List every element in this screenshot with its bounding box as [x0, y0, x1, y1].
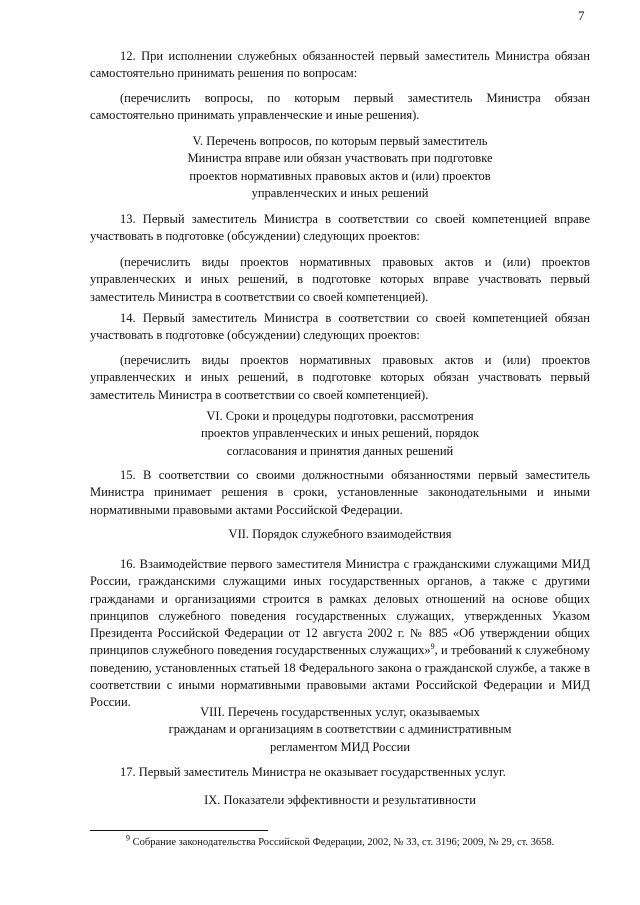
section-5-heading-line-1: V. Перечень вопросов, по которым первый заместитель [192, 134, 488, 148]
footnote-text: Собрание законодательства Российской Федерации, 2002, № 33, ст. 3196; 2009, № 29, ст. 3658. [130, 837, 555, 848]
section-5-heading [90, 133, 590, 202]
page-number: 7 [578, 8, 585, 23]
paragraph-16-text-b: , и требований к служебному поведению, установленных статьей 18 Федерального закона о гражданской службе, а также в соответствии с иными нормативными правовыми актами Российской Федерации и МИД России. [90, 643, 590, 710]
footnote [126, 833, 596, 850]
paragraph-12-note: (перечислить вопросы, по которым первый заместитель Министра обязан самостоятельно принимать управленческие и иные решения). [90, 91, 590, 123]
section-5-heading-line-3: проектов нормативных правовых актов и (или) проектов [189, 168, 491, 183]
paragraph-15: 15. В соответствии со своими должностными обязанностями первый заместитель Министра принимает решения в сроки, установленные законодательными и иными нормативными правовыми актами Российской Федерации. [90, 468, 590, 517]
footnote-mark: 9 [126, 833, 130, 843]
paragraph-14: 14. Первый заместитель Министра в соответствии со своей компетенцией обязан участвовать в подготовке (обсуждении) следующих проектов: [90, 311, 590, 343]
section-8-heading-line-1: VIII. Перечень государственных услуг, оказываемых [200, 705, 480, 719]
section-6-heading [90, 408, 590, 460]
section-6-heading-line-1: VI. Сроки и процедуры подготовки, рассмотрения [206, 409, 474, 423]
paragraph-16-text-a: 16. Взаимодействие первого заместителя Министра с гражданскими служащими МИД России, гражданскими служащими иных государственных органов, а также с другими гражданами и организациями строится в рамках деловых отношений на основе общих принципов служебного поведения государственных служащих, утвержденных Указом Президента Российской Федерации от 12 августа 2002 г. № 885 «Об утверждении общих принципов служебного поведения государственных служащих» [90, 557, 590, 658]
footnote-divider [90, 830, 268, 831]
section-6-heading-line-3: согласования и принятия данных решений [226, 443, 454, 458]
paragraph-17: 17. Первый заместитель Министра не оказывает государственных услуг. [120, 765, 506, 779]
section-5-heading-line-4: управленческих и иных решений [251, 185, 429, 200]
section-8-heading [90, 704, 590, 756]
section-8-heading-line-3: регламентом МИД России [269, 739, 411, 754]
section-5-heading-line-2: Министра вправе или обязан участвовать при подготовке [187, 151, 493, 166]
section-6-heading-line-2: проектов управленческих и иных решений, порядок [200, 426, 480, 441]
paragraph-16 [90, 556, 590, 712]
paragraph-13: 13. Первый заместитель Министра в соответствии со своей компетенцией вправе участвовать в подготовке (обсуждении) следующих проектов: [90, 212, 590, 244]
footnote-ref: 9 [430, 642, 435, 652]
paragraph-13-note: (перечислить виды проектов нормативных правовых актов и (или) проектов управленческих и иных решений, в подготовке которых вправе участвовать первый заместитель Министра в соответствии со своей компетенцией). [90, 255, 590, 304]
section-8-heading-line-2: гражданам и организациям в соответствии с административным [168, 722, 512, 737]
paragraph-12: 12. При исполнении служебных обязанностей первый заместитель Министра обязан самостоятельно принимать решения по вопросам: [90, 49, 590, 81]
paragraph-14-note: (перечислить виды проектов нормативных правовых актов и (или) проектов управленческих и иных решений, в подготовке которых обязан участвовать первый заместитель Министра в соответствии со своей компетенцией). [90, 353, 590, 402]
section-9-heading: IX. Показатели эффективности и результативности [204, 793, 476, 807]
section-7-heading: VII. Порядок служебного взаимодействия [228, 527, 452, 541]
